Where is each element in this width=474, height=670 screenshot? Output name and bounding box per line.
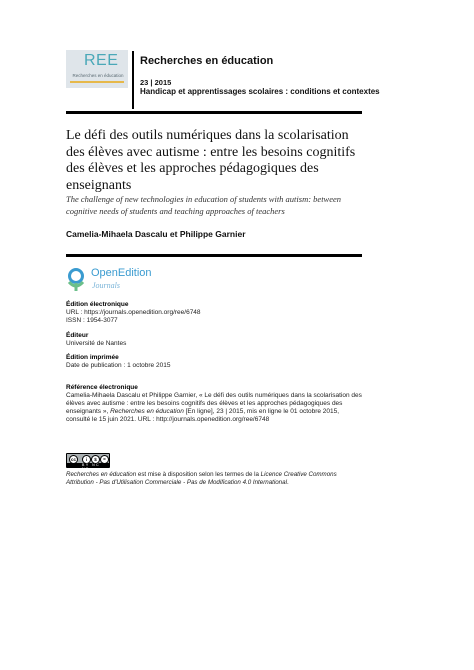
reference-heading: Référence électronique <box>66 384 138 391</box>
journal-logo <box>66 50 128 88</box>
article-subtitle: The challenge of new technologies in education of students with autism: between cognitive needs of students and teaching approaches of teachers <box>66 194 342 216</box>
electronic-edition-issn: ISSN : 1954-3077 <box>66 317 118 324</box>
license-text: Recherches en éducation est mise à disposition selon les termes de la Licence Creative Commons Attribution - Pas d'Utilisation Commerciale - Pas de Modification 4.0 International. <box>66 471 337 486</box>
title-top-rule <box>66 111 362 114</box>
editor-name: Université de Nantes <box>66 340 127 347</box>
journal-title: Recherches en éducation <box>140 55 274 67</box>
electronic-edition-block <box>66 301 366 325</box>
openedition-journals: Journals <box>92 281 120 290</box>
electronic-edition-url[interactable]: URL : https://journals.openedition.org/ree/6748 <box>66 309 201 316</box>
reference-text: Camelia-Mihaela Dascalu et Philippe Garnier, « Le défi des outils numériques dans la scolarisation des élèves avec autisme : entre les besoins cognitifs des élèves et les approches pédagogiques des enseignants », Recherches en éducation [En ligne], 23 | 2015, mis en ligne le 01 octobre 2015, consulté le 15 juin 2021. URL : http://journals.openedition.org/ree/6748 <box>66 392 362 423</box>
issue-number: 23 | 2015 <box>140 78 172 87</box>
print-edition-block <box>66 354 366 370</box>
openedition-name: OpenEdition <box>91 267 152 279</box>
editor-heading: Éditeur <box>66 332 89 339</box>
article-title: Le défi des outils numériques dans la scolarisation des élèves avec autisme : entre les besoins cognitifs des élèves et les approches pédagogiques des enseignants <box>66 128 356 193</box>
cc-badge-labels: BY NC ND <box>82 463 101 471</box>
article-authors: Camelia-Mihaela Dascalu et Philippe Garnier <box>66 229 246 239</box>
editor-block <box>66 332 366 348</box>
openedition-icon <box>66 268 86 292</box>
cc-by-nc-nd-icon[interactable]: cc i $ = BY NC ND <box>66 453 110 468</box>
issue-title: Handicap et apprentissages scolaires : conditions et contextes <box>140 87 380 96</box>
header-divider <box>132 51 134 109</box>
electronic-edition-heading: Édition électronique <box>66 301 129 308</box>
journal-logo-text: REE <box>84 52 119 69</box>
journal-logo-subtitle: Recherches en éducation <box>72 73 124 78</box>
title-bottom-rule <box>66 254 362 257</box>
print-edition-heading: Édition imprimée <box>66 354 119 361</box>
journal-logo-stripe <box>70 81 124 83</box>
print-edition-date: Date de publication : 1 octobre 2015 <box>66 362 171 369</box>
